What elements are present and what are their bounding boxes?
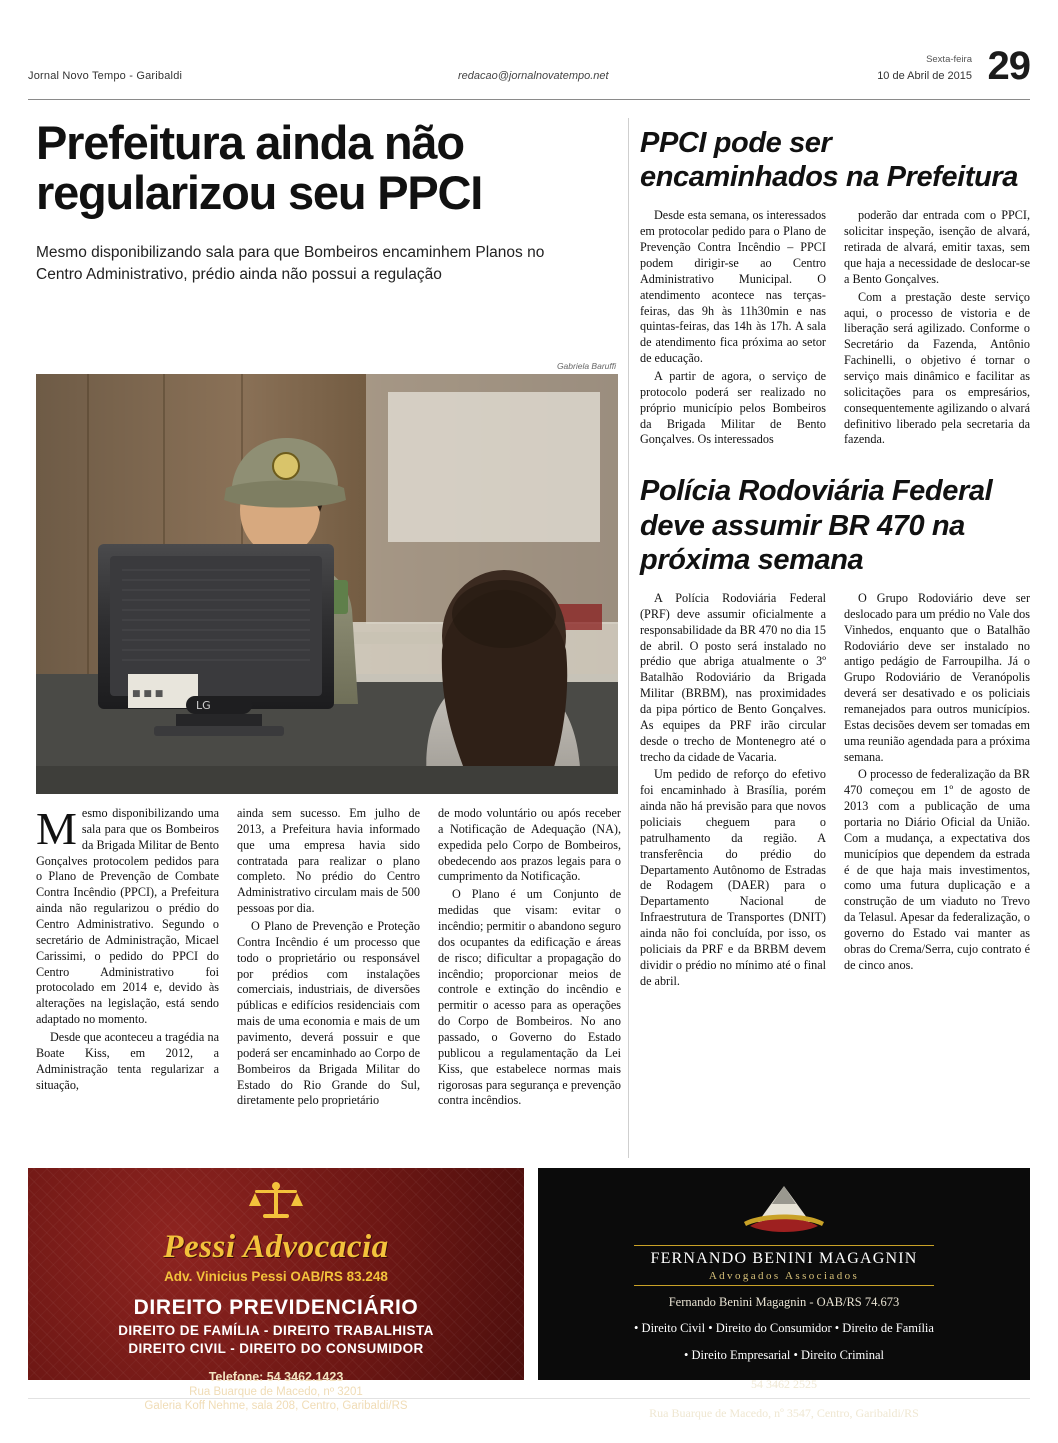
rail-story-column-1 <box>640 208 826 448</box>
lead-body-column-3 <box>438 806 621 1109</box>
rail-story-prf <box>640 474 1030 989</box>
ad-pessi-advocacia[interactable] <box>28 1168 524 1412</box>
publication-name: Jornal Novo Tempo - Garibaldi <box>28 70 183 82</box>
rail-story-column-1 <box>640 591 826 989</box>
ad-address: Rua Buarque de Macedo, nº 3547, Centro, Garibaldi/RS <box>649 1406 919 1421</box>
ad-address-line-2: Galeria Koff Nehme, sala 208, Centro, Garibaldi/RS <box>144 1400 408 1412</box>
paragraph: poderão dar entrada com o PPCI, solicitar inspeção, isenção de alvará, retirada de alvará, emitir taxas, sem que haja a necessidade de deslocar-se a Bento Gonçalves. <box>844 208 1030 286</box>
lead-photo-figure <box>36 361 618 794</box>
ad-practice-tertiary: DIREITO CIVIL - DIREITO DO CONSUMIDOR <box>128 1341 424 1356</box>
paragraph: O Grupo Rodoviário deve ser deslocado para um prédio no Vale dos Vinhedos, enquanto que o Batalhão Rodoviário deve ser instalado no antigo pedágio de Farroupilha. Já o Grupo Rodoviário de Veranópolis deverá ser desativado e os policiais remanejados para outros municípios. Estas decisões devem ser tomadas em uma reunião agendada para a próxima semana. <box>844 590 1030 764</box>
page-title: Prefeitura ainda não regularizou seu PPCI <box>36 116 483 219</box>
rail-story-column-2 <box>844 591 1030 989</box>
paragraph: O Plano é um Conjunto de medidas que visam: evitar o incêndio; permitir o abandono seguro dos ocupantes da edificação e áreas de risco; dificultar a propagação do incêndio; proporcionar meios de controle e extinção do incêndio e permitir o acesso para as operações do Corpo de Bombeiros. No ano passado, o Governo do Estado publicou a regulamentação da Lei Kiss, que estabelece normas mais rigorosas para segurança e prevenção contra incêndios. <box>438 887 621 1108</box>
ad-firm-namebar <box>634 1245 934 1286</box>
svg-text:LG: LG <box>196 699 211 712</box>
ad-oab-registration: Fernando Benini Magagnin - OAB/RS 74.673 <box>668 1295 900 1309</box>
editorial-email[interactable]: redacao@jornalnovatempo.net <box>458 70 609 82</box>
svg-text:■ ■ ■: ■ ■ ■ <box>132 689 164 699</box>
paragraph: Um pedido de reforço do efetivo foi encaminhado à Brasília, porém ainda não há previsão para que novos policiais cheguem para o patrulhamento da região. A transferência do prédio do Departamento Autônomo de Estradas de Rodagem (DAER) para o Departamento Nacional de Infraestrutura de Transportes (DNIT) ainda não foi concluída, por isso, os policiais da PRF e da BRBM devem dividir o prédio no mínimo até o final de abril. <box>640 767 826 988</box>
ad-background-pattern <box>28 1168 524 1380</box>
advertisement-strip <box>28 1168 1030 1421</box>
lead-subhead: Mesmo disponibilizando sala para que Bombeiros encaminhem Planos no Centro Administrativo, prédio ainda não possui a regulação <box>36 243 545 284</box>
rail-story-column-2 <box>844 208 1030 448</box>
ad-practice-areas-line-1: • Direito Civil • Direito do Consumidor • Direito de Família <box>634 1321 934 1335</box>
mountain-logo-icon <box>538 1182 1030 1241</box>
column-divider <box>628 118 629 1158</box>
ad-brand-name: Pessi Advocacia <box>163 1229 389 1265</box>
rail-story-ppci <box>640 126 1030 448</box>
ad-fernando-benini-magagnin[interactable] <box>538 1168 1030 1421</box>
masthead-divider <box>28 99 1030 100</box>
ad-address-line-1: Rua Buarque de Macedo, nº 3201 <box>189 1386 363 1398</box>
rail-story-title: PPCI pode ser encaminhados na Prefeitura <box>640 127 1018 194</box>
footer-divider <box>28 1398 1030 1399</box>
paragraph: de modo voluntário ou após receber a Notificação de Adequação (NA), expedida pelo Corpo de Bombeiros, obedecendo aos prazos legais para o cumprimento da Notificação. <box>438 806 621 884</box>
lead-photo <box>36 374 618 794</box>
masthead <box>28 44 1030 100</box>
lead-body <box>36 803 622 1109</box>
paragraph: A Polícia Rodoviária Federal (PRF) deve assumir oficialmente a responsabilidade da BR 470 no dia 15 de abril. O posto será instalado no prédio que abriga atualmente o 3º Batalhão Rodoviário da Brigada Militar (BRBM), nas proximidades da pipa pórtico de Bento Gonçalves. As equipes da PRF irão circular desde o trecho de Montenegro até o trecho da cidade de Vacaria. <box>640 590 826 764</box>
ad-firm-subtitle: Advogados Associados <box>708 1270 860 1282</box>
issue-date: 10 de Abril de 2015 <box>877 70 972 82</box>
photo-credit: Gabriela Baruffi <box>556 361 616 371</box>
lead-body-column-1 <box>36 803 219 1109</box>
rail-story-title: Polícia Rodoviária Federal deve assumir BR 470 na próxima semana <box>640 475 993 576</box>
paragraph: A partir de agora, o serviço de protocolo poderá ser realizado no próprio município pelos Bombeiros da Brigada Militar de Bento Gonçalves. Os interessados <box>640 369 826 447</box>
paragraph: Com a prestação deste serviço aqui, o processo de vistoria e de liberação será agilizado. Conforme o Secretário da Fazenda, Antônio Fachinelli, o objetivo é tornar o serviço mais dinâmico e facilitar as solicitações para os empresários, consequentemente agilizando o alvará definitivo liberado pela secretaria da fazenda. <box>844 289 1030 447</box>
ad-phone[interactable]: 54 3462 2525 <box>751 1377 817 1392</box>
paragraph: Mesmo disponibilizando uma sala para que os Bombeiros da Brigada Militar de Bento Gonçalves protocolem pedidos para o Plano de Prevenção de Combate Contra Incêndio (PPCI), a Prefeitura ainda não regularizou o prédio do Centro Administrativo. Segundo o secretário de Administração, Micael Carissimi, o pedido do PPCI do Centro Administrativo foi protocolado em 2014 e, devido às alterações na legislação, está sendo adaptado no momento. <box>36 803 219 1027</box>
right-rail <box>640 126 1030 989</box>
page-number: 29 <box>987 44 1030 88</box>
ad-practice-areas-line-2: • Direito Empresarial • Direito Criminal <box>683 1348 885 1363</box>
lead-body-column-2 <box>237 806 420 1109</box>
paragraph: Desde que aconteceu a tragédia na Boate Kiss, em 2012, a Administração tenta regularizar a situação, <box>36 1030 219 1092</box>
ad-practice-secondary: DIREITO DE FAMÍLIA - DIREITO TRABALHISTA <box>118 1323 434 1338</box>
lead-story-header <box>30 118 622 287</box>
paragraph: O processo de federalização da BR 470 começou em 1º de agosto de 2013 com a publicação de uma portaria no Diário Oficial da União. Com a mudança, a expectativa dos municípios que dependem da estrada é de que haja mais investimentos, como uma futura duplicação e a construção de um viaduto no Trevo da Telasul. Apesar da federalização, o governo do Estado vai manter as obras do Crema/Serra, cujo contrato é de cinco anos. <box>844 767 1030 972</box>
paragraph: ainda sem sucesso. Em julho de 2013, a Prefeitura havia informado que uma empresa havia sido contratada para realizar o plano completo. No prédio do Centro Administrativo circulam mais de 500 pessoas por dia. <box>237 806 420 916</box>
ad-lawyer-name: Adv. Vinicius Pessi OAB/RS 83.248 <box>164 1269 388 1284</box>
weekday-label: Sexta-feira <box>926 54 972 65</box>
ad-firm-name: FERNANDO BENINI MAGAGNIN <box>650 1250 918 1267</box>
ad-practice-primary: DIREITO PREVIDENCIÁRIO <box>133 1296 419 1319</box>
paragraph: Desde esta semana, os interessados em protocolar pedido para o Plano de Prevenção Contra Incêndio – PPCI podem dirigir-se ao Centro Administrativo Municipal. O atendimento acontece nas terças-feiras, das 9h às 11h30min e nas quintas-feiras, das 14h às 17h. A sala de atendimento fica próxima ao setor de educação. <box>640 208 826 366</box>
paragraph: O Plano de Prevenção e Proteção Contra Incêndio é um processo que todo o proprietário ou responsável por prédios com instalações comerciais, industriais, de diversões públicas e edifícios residenciais com mais de uma economia e mais de um pavimento, deverá possuir e que poderá ser encaminhado ao Corpo de Bombeiros da Brigada Militar do Estado do Rio Grande do Sul, diretamente pelo proprietário <box>237 919 420 1108</box>
ad-phone[interactable]: Telefone: 54 3462.1423 <box>208 1370 344 1384</box>
